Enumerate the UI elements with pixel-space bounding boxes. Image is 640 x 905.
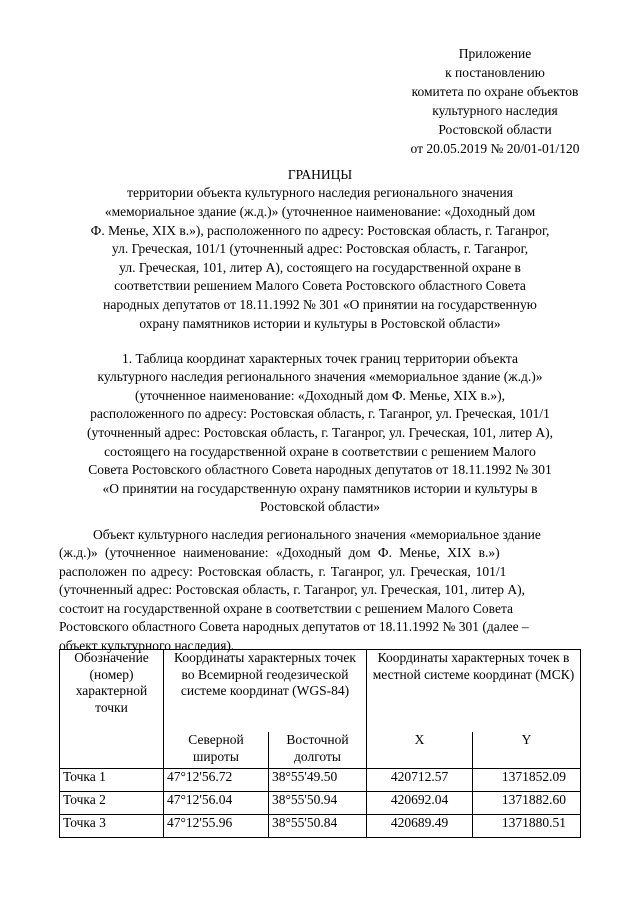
cell-lat: 47°12'56.72: [164, 769, 269, 792]
section-line: «О принятии на государственную охрану памятников истории и культуры в: [102, 481, 538, 496]
subheader-lon: Восточной долготы: [269, 732, 367, 769]
cell-point: Точка 2: [60, 792, 164, 815]
section-line: культурного наследия регионального значения «мемориальное здание (ж.д.)»: [97, 369, 543, 384]
paragraph-line: объект культурного наследия).: [59, 638, 235, 653]
subtitle-line: «мемориальное здание (ж.д.)» (уточненное наименование: «Доходный дом: [104, 204, 536, 219]
section-line: расположенного по адресу: Ростовская область, г. Таганрог, ул. Греческая, 101/1: [90, 406, 550, 421]
cell-y: 1371882.60: [473, 792, 581, 815]
table-header-row: [60, 650, 581, 733]
appendix-line: Ростовской области: [438, 122, 552, 137]
section-line: (уточненное наименование: «Доходный дом Ф. Менье, XIX в.»),: [135, 388, 505, 403]
appendix-line: к постановлению: [445, 65, 545, 80]
header-msk: Координаты характерных точек в местной системе координат (МСК): [367, 650, 581, 733]
cell-x: 420689.49: [367, 815, 473, 838]
cell-point: Точка 1: [60, 769, 164, 792]
table-row: [60, 792, 581, 815]
section-line: Ростовской области»: [259, 499, 381, 514]
subtitle-line: народных депутатов от 18.11.1992 № 301 «О принятии на государственную: [103, 297, 537, 312]
appendix-line: от 20.05.2019 № 20/01-01/120: [410, 141, 580, 156]
cell-y: 1371880.51: [473, 815, 581, 838]
paragraph-line: (ж.д.)» (уточненное наименование: «Доходный дом Ф. Менье, XIX в.»): [59, 545, 500, 560]
cell-y: 1371852.09: [473, 769, 581, 792]
subheader-empty: [60, 732, 164, 769]
document-title: ГРАНИЦЫ: [287, 167, 353, 182]
subtitle-line: ул. Греческая, 101/1 (уточненный адрес: Ростовская область, г. Таганрог,: [111, 241, 529, 256]
subtitle-line: охрану памятников истории и культуры в Ростовской области»: [139, 316, 501, 331]
cell-lon: 38°55'50.94: [269, 792, 367, 815]
cell-x: 420692.04: [367, 792, 473, 815]
paragraph-line: состоит на государственной охране в соответствии с решением Малого Совета: [59, 601, 514, 616]
section-line: состоящего на государственной охране в соответствии с решением Малого: [104, 444, 536, 459]
paragraph-line: расположен по адресу: Ростовская область, г. Таганрог, ул. Греческая, 101/1: [59, 564, 507, 579]
table-row: [60, 815, 581, 838]
paragraph-line: (уточненный адрес: Ростовская область, г. Таганрог, ул. Греческая, 101, литер А),: [59, 582, 526, 597]
cell-lon: 38°55'49.50: [269, 769, 367, 792]
subheader-y: Y: [473, 732, 581, 769]
coordinates-table: [59, 649, 581, 838]
cell-point: Точка 3: [60, 815, 164, 838]
paragraph-line: Ростовского областного Совета народных депутатов от 18.11.1992 № 301 (далее –: [59, 619, 529, 634]
table-subheader-row: [60, 732, 581, 769]
subheader-x: X: [367, 732, 473, 769]
subtitle-line: Ф. Менье, XIX в.»), расположенного по адресу: Ростовская область, г. Таганрог,: [90, 223, 550, 238]
cell-lon: 38°55'50.84: [269, 815, 367, 838]
section-line: Совета Ростовского областного Совета народных депутатов от 18.11.1992 № 301: [88, 462, 552, 477]
cell-x: 420712.57: [367, 769, 473, 792]
header-wgs: Координаты характерных точек во Всемирной геодезической системе координат (WGS-84): [164, 650, 367, 733]
appendix-line: Приложение: [458, 46, 532, 61]
subtitle-line: территории объекта культурного наследия регионального значения: [127, 185, 513, 200]
appendix-line: культурного наследия: [432, 103, 558, 118]
section-line: 1. Таблица координат характерных точек границ территории объекта: [122, 351, 518, 366]
cell-lat: 47°12'55.96: [164, 815, 269, 838]
cell-lat: 47°12'56.04: [164, 792, 269, 815]
subtitle-line: ул. Греческая, 101, литер А), состоящего на государственной охране в: [119, 260, 521, 275]
section-line: (уточненный адрес: Ростовская область, г. Таганрог, ул. Греческая, 101, литер А),: [86, 425, 553, 440]
header-point: Обозначение (номер) характерной точки: [60, 650, 164, 733]
table-row: [60, 769, 581, 792]
appendix-line: комитета по охране объектов: [411, 84, 579, 99]
paragraph-line: Объект культурного наследия регионального значения «мемориальное здание: [93, 527, 541, 542]
subheader-lat: Северной широты: [164, 732, 269, 769]
subtitle-line: соответствии решением Малого Совета Ростовского областного Совета: [114, 278, 526, 293]
